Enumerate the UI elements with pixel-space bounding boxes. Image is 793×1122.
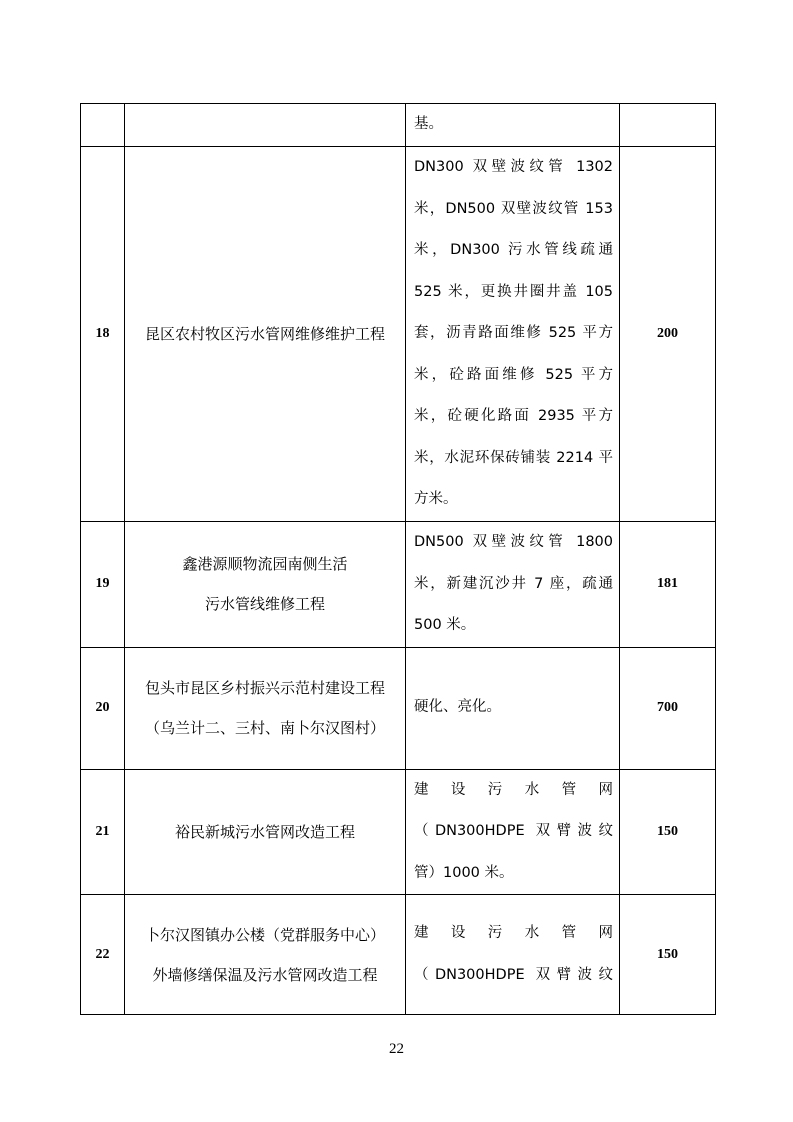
- table-row: [81, 769, 716, 895]
- project-amount: 181: [620, 522, 716, 648]
- project-name: [125, 522, 406, 648]
- project-name: [125, 769, 406, 895]
- project-description: [406, 769, 620, 895]
- project-name: [125, 895, 406, 1015]
- project-name-line: 裕民新城污水管网改造工程: [174, 822, 355, 841]
- project-amount: 150: [620, 769, 716, 895]
- project-description: [406, 522, 620, 648]
- row-number: 18: [81, 147, 125, 522]
- table-row: [81, 647, 716, 769]
- description-line: 管）1000 米。: [414, 864, 514, 881]
- description-line: 米，DN300 污水管线疏通: [414, 242, 613, 259]
- description-line: 建 设 污 水 管 网: [414, 925, 613, 941]
- project-name-line: 污水管线维修工程: [204, 595, 325, 614]
- description-line: 基。: [414, 116, 443, 133]
- project-table-body: [81, 104, 716, 1015]
- project-table: [80, 103, 716, 1015]
- table-row: [81, 522, 716, 648]
- project-description: [406, 147, 620, 522]
- description-line: DN500 双壁波纹管 1800: [414, 534, 613, 550]
- row-number: 21: [81, 769, 125, 895]
- description-line: （DN300HDPE 双臂波纹: [414, 823, 613, 839]
- row-number: 22: [81, 895, 125, 1015]
- page-number: 22: [389, 1041, 404, 1057]
- project-name-line: 鑫港源顺物流园南侧生活: [182, 555, 348, 574]
- project-amount: 150: [620, 895, 716, 1015]
- project-name-line: 包头市昆区乡村振兴示范村建设工程: [144, 679, 385, 697]
- project-name-line: 卜尔汉图镇办公楼（党群服务中心）: [144, 925, 385, 944]
- project-description: [406, 104, 620, 147]
- description-line: 米，新建沉沙井 7 座，疏通: [414, 575, 613, 592]
- description-line: 米，水泥环保砖铺装 2214 平: [414, 449, 613, 466]
- project-amount: [620, 104, 716, 147]
- table-row: [81, 895, 716, 1015]
- project-name-line: 外墙修缮保温及污水管网改造工程: [152, 965, 378, 984]
- description-line: 套，沥青路面维修 525 平方: [414, 325, 613, 342]
- table-row: [81, 147, 716, 522]
- table-row: [81, 104, 716, 147]
- row-number: [81, 104, 125, 147]
- project-name: [125, 647, 406, 769]
- project-amount: 200: [620, 147, 716, 522]
- project-name: [125, 147, 406, 522]
- row-number: 20: [81, 647, 125, 769]
- project-name: [125, 104, 406, 147]
- description-line: 525 米，更换井圈井盖 105: [414, 283, 613, 300]
- description-line: 方米。: [414, 491, 458, 508]
- project-amount: 700: [620, 647, 716, 769]
- description-line: DN300 双壁波纹管 1302: [414, 159, 613, 176]
- project-name-line: 昆区农村牧区污水管网维修维护工程: [144, 325, 385, 343]
- project-description: [406, 647, 620, 769]
- description-line: 米，DN500 双壁波纹管 153: [414, 200, 613, 217]
- description-line: （DN300HDPE 双臂波纹: [414, 966, 613, 983]
- description-line: 米，砼硬化路面 2935 平方: [414, 408, 613, 425]
- description-line: 硬化、亮化。: [414, 699, 501, 716]
- description-line: 建 设 污 水 管 网: [414, 781, 613, 798]
- description-line: 米，砼路面维修 525 平方: [414, 366, 613, 383]
- row-number: 19: [81, 522, 125, 648]
- project-name-line: （乌兰计二、三村、南卜尔汉图村）: [144, 719, 385, 737]
- project-description: [406, 895, 620, 1015]
- description-line: 500 米。: [414, 617, 476, 633]
